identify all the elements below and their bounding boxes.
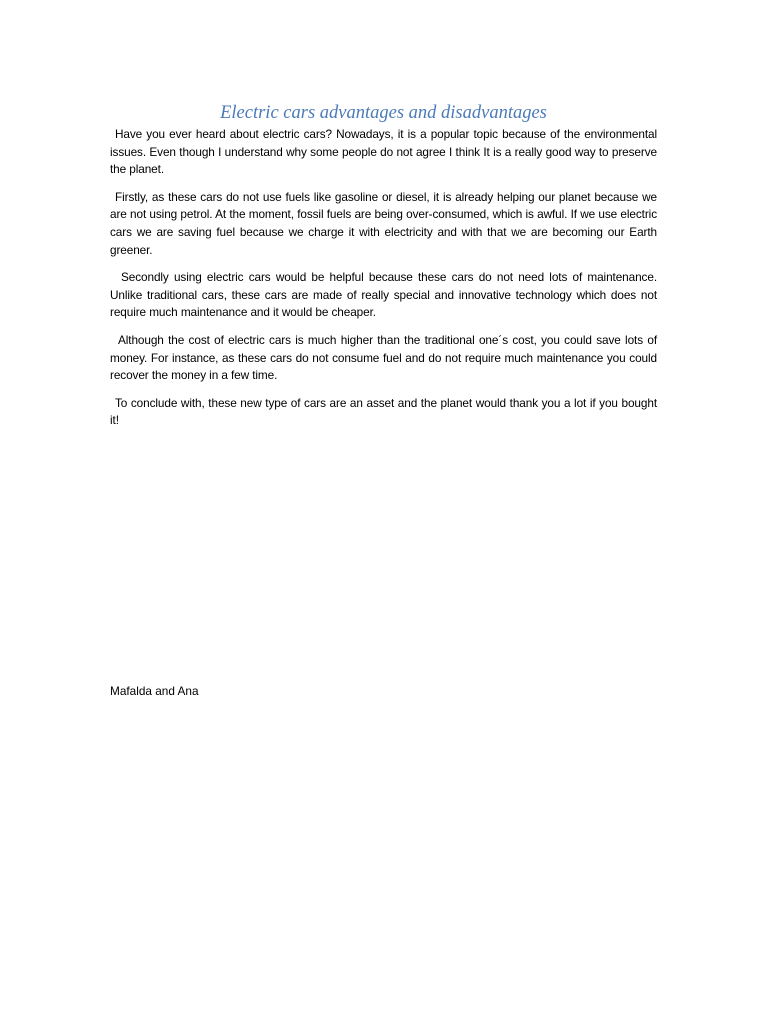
paragraph-cost: Although the cost of electric cars is much higher than the traditional one´s cost, you could save lots of money. For instance, as these cars do not consume fuel and do not require much maintenance you could recover the money in a few time. xyxy=(110,332,657,383)
document-page xyxy=(110,100,657,430)
paragraph-firstly: Firstly, as these cars do not use fuels like gasoline or diesel, it is already helping our planet because we are not using petrol. At the moment, fossil fuels are being over-consumed, which is awful. If we use electric cars we are saving fuel because we charge it with electricity and with that we are becoming our Earth greener. xyxy=(110,189,657,257)
paragraph-intro: Have you ever heard about electric cars? Nowadays, it is a popular topic because of the environmental issues. Even though I understand why some people do not agree I think It is a really good way to preserve the planet. xyxy=(110,127,657,177)
document-title: Electric cars advantages and disadvantages xyxy=(220,103,547,123)
paragraph-secondly: Secondly using electric cars would be helpful because these cars do not need lots of maintenance. Unlike traditional cars, these cars are made of really special and innovative technology which does not require much maintenance and it would be cheaper. xyxy=(110,270,657,320)
paragraph-conclusion: To conclude with, these new type of cars are an asset and the planet would thank you a lot if you bought it! xyxy=(110,395,657,428)
author-signature: Mafalda and Ana xyxy=(110,684,199,698)
